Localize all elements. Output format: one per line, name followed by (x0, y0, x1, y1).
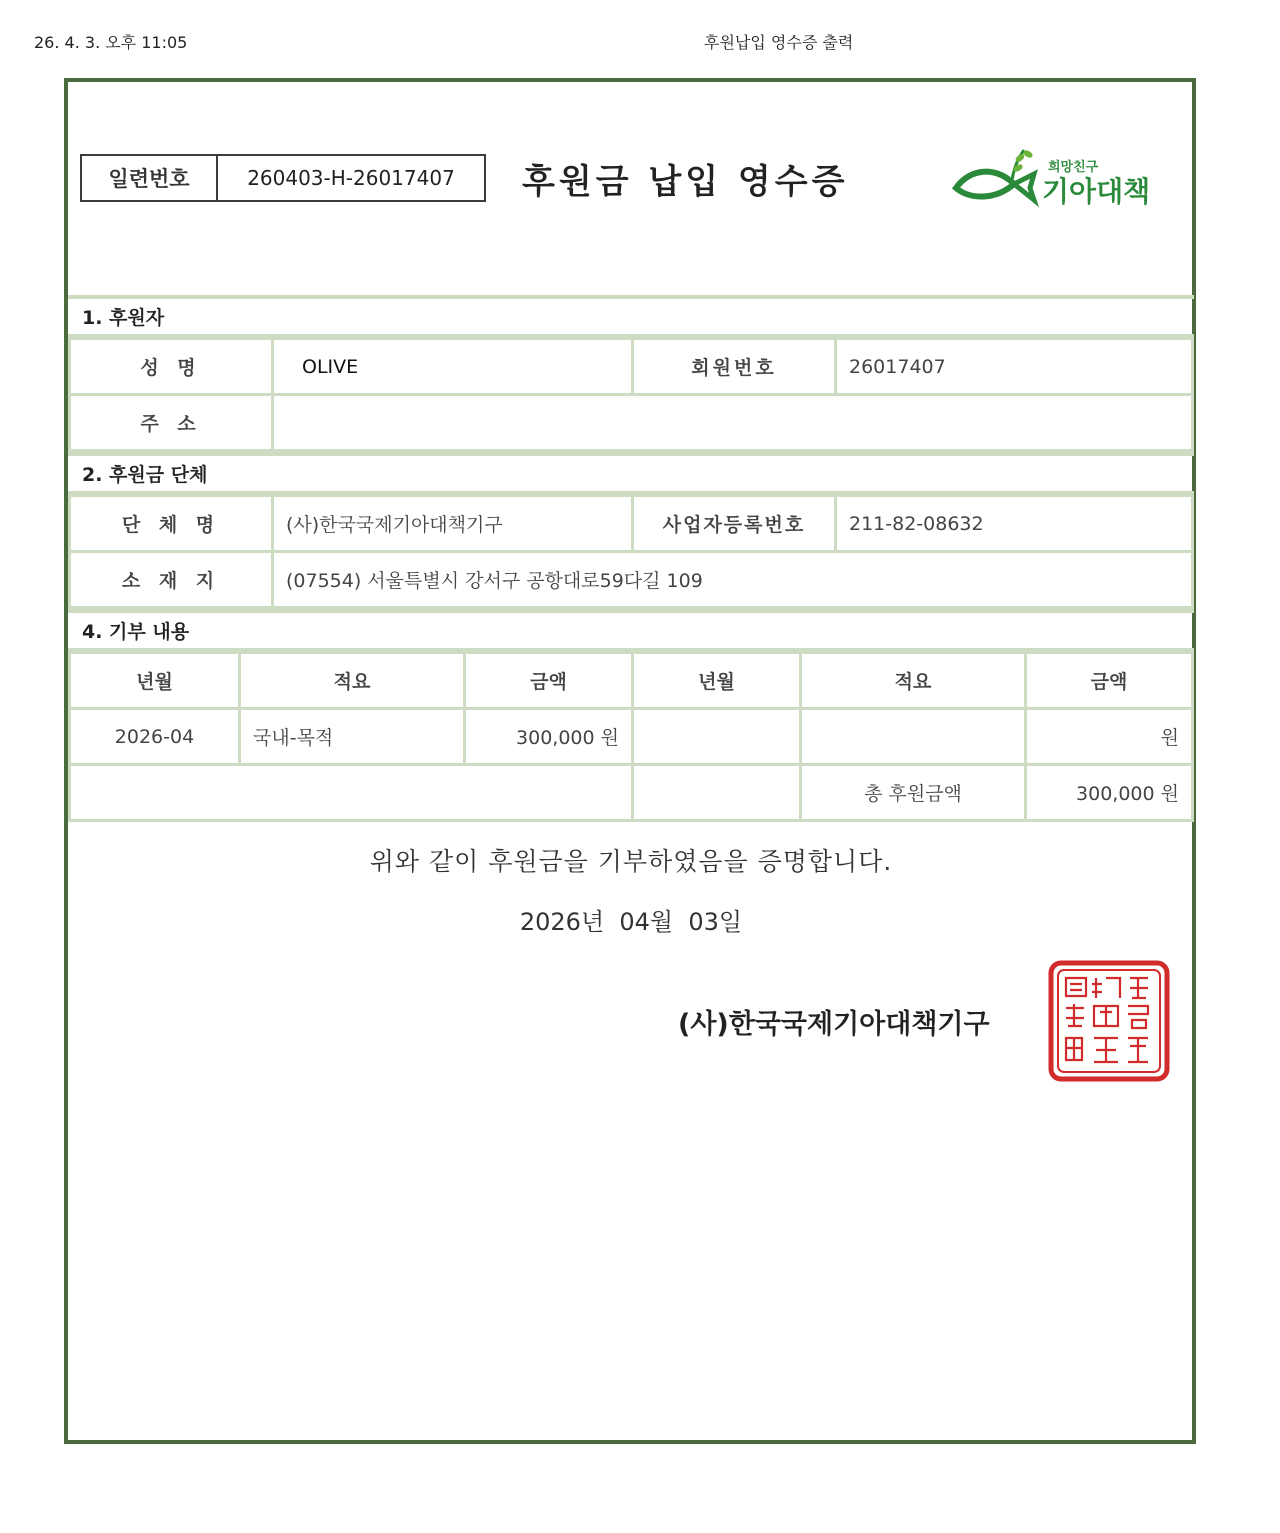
table-cell (801, 709, 1026, 765)
business-number-value: 211-82-08632 (836, 496, 1193, 552)
issue-date: 2026년 04월 03일 (519, 908, 743, 936)
serial-box (80, 154, 486, 202)
print-header (34, 30, 1246, 56)
donation-table (68, 651, 1194, 822)
table-cell: 국내-목적 (240, 709, 465, 765)
serial-value: 260403-H-26017407 (247, 166, 455, 190)
certification-statement: 위와 같이 후원금을 기부하였음을 증명합니다. (369, 847, 893, 876)
print-title: 후원납입 영수증 출력 (704, 33, 854, 52)
name-label: 성 명 (70, 339, 273, 395)
location-label: 소 재 지 (70, 552, 273, 608)
org-name-value: (사)한국국제기아대책기구 (273, 496, 633, 552)
table-cell: 원 (1026, 709, 1193, 765)
member-number-value: 26017407 (836, 339, 1193, 395)
total-row (70, 765, 1193, 821)
table-cell (70, 765, 633, 821)
donor-section-heading: 1. 후원자 (68, 295, 1194, 337)
table-header-row (70, 653, 1193, 709)
column-header: 년월 (633, 653, 801, 709)
column-header: 금액 (1026, 653, 1193, 709)
column-header: 적요 (801, 653, 1026, 709)
business-number-label: 사업자등록번호 (633, 496, 836, 552)
total-value: 300,000 원 (1026, 765, 1193, 821)
signer-name: (사)한국국제기아대책기구 (678, 1009, 990, 1040)
table-cell (633, 765, 801, 821)
address-label: 주 소 (70, 395, 273, 451)
table-row (70, 552, 1193, 608)
table-cell: 300,000 원 (465, 709, 633, 765)
organization-section-heading: 2. 후원금 단체 (68, 452, 1194, 494)
address-value (273, 395, 1193, 451)
column-header: 년월 (70, 653, 240, 709)
member-number-label: 회원번호 (633, 339, 836, 395)
official-seal (1048, 960, 1170, 1082)
table-row (70, 709, 1193, 765)
organization-table (68, 494, 1194, 609)
receipt-frame (64, 78, 1196, 1444)
total-label: 총 후원금액 (801, 765, 1026, 821)
table-row (70, 496, 1193, 552)
serial-label: 일련번호 (82, 156, 218, 200)
receipt-sections (68, 295, 1194, 822)
column-header: 금액 (465, 653, 633, 709)
donor-table (68, 337, 1194, 452)
table-cell: 2026-04 (70, 709, 240, 765)
brand-logo (948, 140, 1158, 218)
logo-tagline: 희망친구 (1048, 160, 1099, 175)
table-row (70, 395, 1193, 451)
fish-sprout-icon (948, 140, 1048, 218)
donation-section-heading: 4. 기부 내용 (68, 609, 1194, 651)
table-row (70, 339, 1193, 395)
name-value: OLIVE (273, 339, 633, 395)
print-date: 26. 4. 3. 오후 11:05 (34, 33, 188, 52)
location-value: (07554) 서울특별시 강서구 공항대로59다길 109 (273, 552, 1193, 608)
document-title: 후원금 납입 영수증 (522, 162, 849, 202)
org-name-label: 단 체 명 (70, 496, 273, 552)
column-header: 적요 (240, 653, 465, 709)
logo-name: 기아대책 (1042, 175, 1151, 208)
table-cell (633, 709, 801, 765)
